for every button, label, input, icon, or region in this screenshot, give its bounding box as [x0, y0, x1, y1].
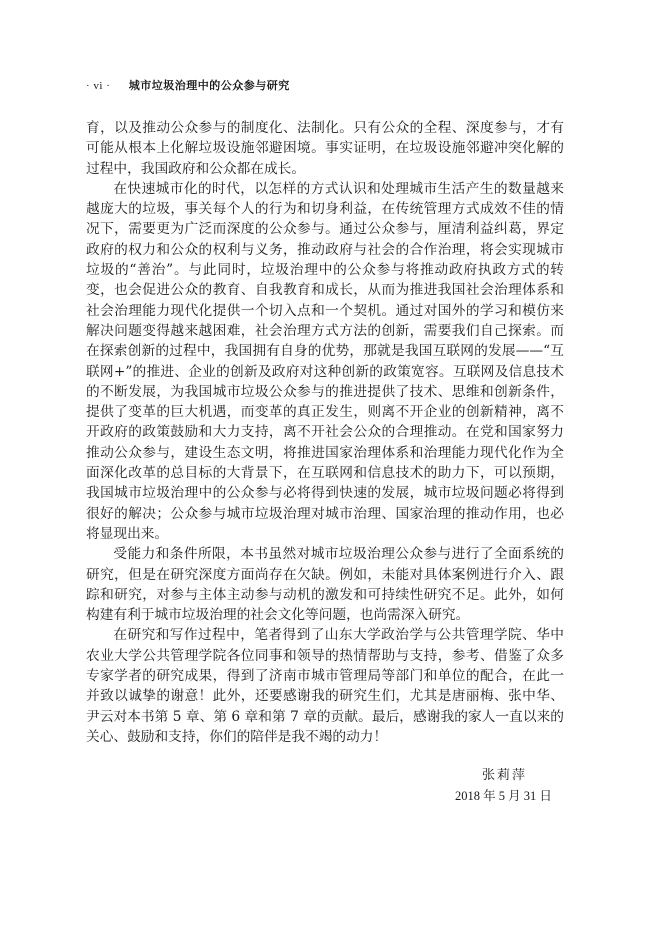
paragraph: 在快速城市化的时代，以怎样的方式认识和处理城市生活产生的数量越来越庞大的垃圾，事关每个人的行为和切身利益，在传统管理方式成效不佳的情况下，需要更为广泛而深度的公众参与。通过公众参与，厘清利益纠葛，界定政府的权力和公众的权利与义务，推动政府与社会的合作治理，将会实现城市垃圾的“善治”。与此同时，垃圾治理中的公众参与将推动政府执政方式的转变，也会促进公众的教育、自我教育和成长，从而为推进我国社会治理体系和社会治理能力现代化提供一个切入点和一个契机。通过对国外的学习和模仿来解决问题变得越来越困难，社会治理方式方法的创新，需要我们自己探索。而在探索创新的过程中，我国拥有自身的优势，那就是我国互联网的发展——“互联网+”的推进、企业的创新及政府对这种创新的政策宽容。互联网及信息技术的不断发展，为我国城市垃圾公众参与的推进提供了技术、思维和创新条件，提供了变革的巨大机遇，而变革的真正发生，则离不开企业的创新精神，离不开政府的政策鼓励和大力支持，离不开社会公众的合理推动。在党和国家努力推动公众参与，建设生态文明，将推进国家治理体系和治理能力现代化作为全面深化改革的总目标的大背景下，在互联网和信息技术的助力下，可以预期，我国城市垃圾治理中的公众参与必将得到快速的发展，城市垃圾问题必将得到很好的解决；公众参与城市垃圾治理对城市治理、国家治理的推动作用，也必将显现出来。 — [86, 180, 564, 542]
paragraph: 在研究和写作过程中，笔者得到了山东大学政治学与公共管理学院、华中农业大学公共管理学院各位同事和领导的热情帮助与支持，参考、借鉴了众多专家学者的研究成果，得到了济南市城市管理局等部门和单位的配合，在此一并致以诚挚的谢意！此外，还要感谢我的研究生们，尤其是唐丽梅、张中华、尹云对本书第 5 章、第 6 章和第 7 章的贡献。最后，感谢我的家人一直以来的关心、鼓励和支持，你们的陪伴是我不竭的动力！ — [86, 627, 564, 745]
signature-date: 2018 年 5 月 31 日 — [455, 789, 552, 803]
author-signature: 张莉萍 — [482, 768, 528, 783]
running-head — [86, 77, 290, 93]
body-text — [86, 118, 564, 747]
book-title: 城市垃圾治理中的公众参与研究 — [128, 79, 290, 92]
paragraph: 受能力和条件所限，本书虽然对城市垃圾治理公众参与进行了全面系统的研究，但是在研究深度方面尚存在欠缺。例如，未能对具体案例进行介入、跟踪和研究，对参与主体主动参与动机的激发和可持续性研究不足。此外，如何构建有利于城市垃圾治理的社会文化等问题，也尚需深入研究。 — [86, 546, 564, 624]
page-number: · vi · — [86, 80, 111, 92]
paragraph-continued: 育，以及推动公众参与的制度化、法制化。只有公众的全程、深度参与，才有可能从根本上化解垃圾设施邻避困境。事实证明，在垃圾设施邻避冲突化解的过程中，我国政府和公众都在成长。 — [86, 120, 564, 177]
